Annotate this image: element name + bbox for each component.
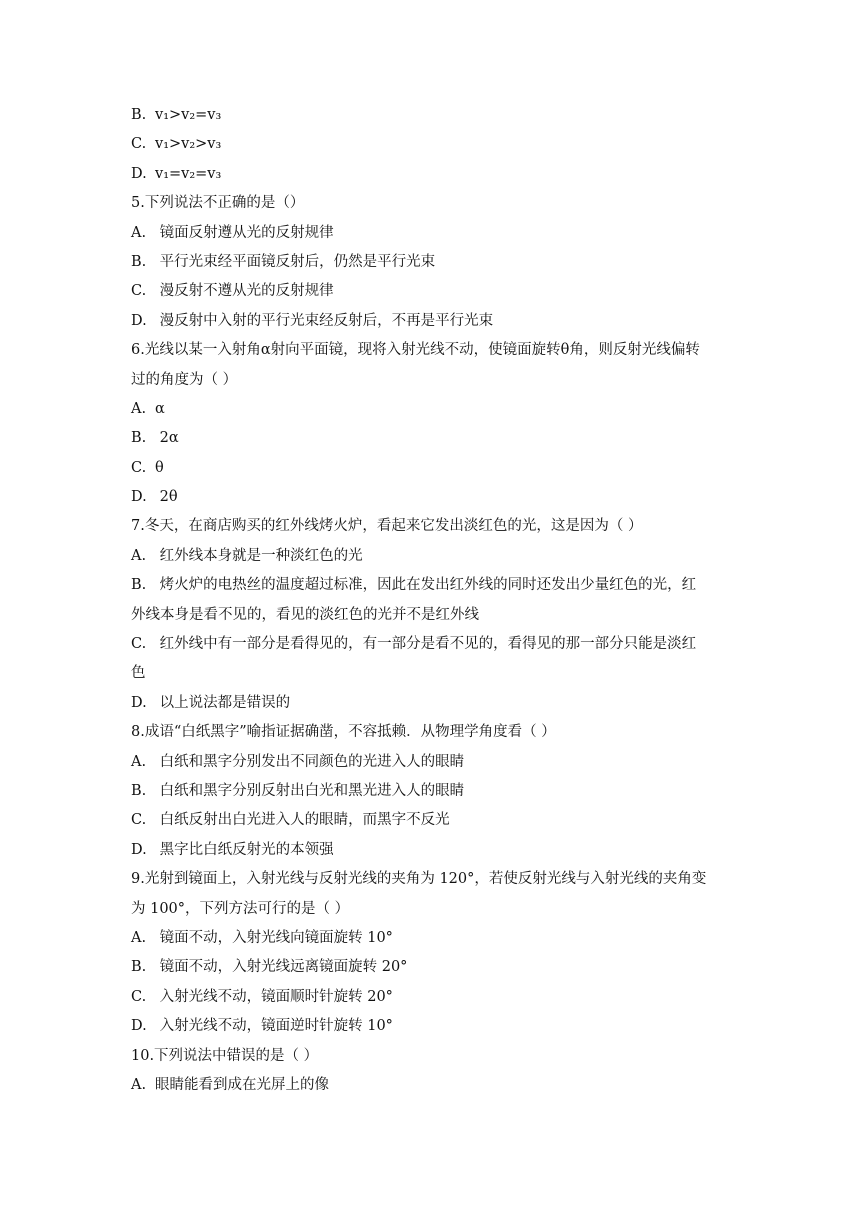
q10-option-a <box>131 1071 731 1100</box>
option-text: 漫反射中入射的平行光束经反射后，不再是平行光束 <box>159 312 494 329</box>
q9-option-d <box>131 1012 731 1041</box>
q5-option-c <box>131 277 731 306</box>
option-text: 2θ <box>159 489 178 506</box>
q9-stem-line2: 为 100°，下列方法可行的是（ ） <box>131 900 350 917</box>
q4-option-b <box>131 101 731 130</box>
q6-option-a <box>131 395 731 424</box>
q8-option-c <box>131 806 731 835</box>
q6-option-b <box>131 424 731 453</box>
q5-option-d <box>131 307 731 336</box>
q7-option-c-line1 <box>131 630 731 659</box>
option-letter: B. <box>131 577 147 594</box>
q8-option-d <box>131 836 731 865</box>
option-text: 镜面不动，入射光线向镜面旋转 10° <box>159 929 393 946</box>
q9-option-c <box>131 983 731 1012</box>
q6-option-d <box>131 483 731 512</box>
q7-option-d <box>131 689 731 718</box>
q6-stem-line2: 过的角度为（ ） <box>131 371 238 388</box>
option-letter: D. <box>131 841 147 858</box>
option-letter: A. <box>131 547 147 564</box>
option-letter: B. <box>131 430 147 447</box>
option-text: 以上说法都是错误的 <box>159 694 291 711</box>
option-text: 入射光线不动，镜面逆时针旋转 10° <box>159 1018 393 1035</box>
q5-option-a <box>131 219 731 248</box>
option-text: 镜面反射遵从光的反射规律 <box>159 224 334 241</box>
option-letter: C. <box>131 283 147 300</box>
option-letter: B. <box>131 253 147 270</box>
q8-option-b <box>131 777 731 806</box>
option-text: 红外线中有一部分是看得见的，有一部分是看不见的，看得见的那一部分只能是淡红 <box>159 636 697 653</box>
option-text: 镜面不动，入射光线远离镜面旋转 20° <box>159 959 408 976</box>
q8-option-a <box>131 748 731 777</box>
option-text: 平行光束经平面镜反射后，仍然是平行光束 <box>159 253 436 270</box>
option-letter: C. <box>131 988 147 1005</box>
option-text: 入射光线不动，镜面顺时针旋转 20° <box>159 988 393 1005</box>
option-letter: D. <box>131 694 147 711</box>
q7-option-c-line2: 色 <box>131 665 146 682</box>
option-text: 烤火炉的电热丝的温度超过标准，因此在发出红外线的同时还发出少量红色的光，红 <box>159 577 697 594</box>
option-text: 白纸和黑字分别发出不同颜色的光进入人的眼睛 <box>159 753 465 770</box>
option-letter: D. <box>131 312 147 329</box>
option-letter: B. <box>131 107 147 123</box>
option-letter: D. <box>131 1018 147 1035</box>
option-text: 眼睛能看到成在光屏上的像 <box>155 1076 329 1093</box>
option-text: 2α <box>159 430 179 447</box>
q9-stem-line1: 9.光射到镜面上，入射光线与反射光线的夹角为 120°，若使反射光线与入射光线的夹角变 <box>131 871 707 888</box>
option-letter: B. <box>131 959 147 976</box>
option-text: α <box>155 400 165 417</box>
option-letter: A. <box>131 1076 147 1093</box>
q7-option-b-line2: 外线本身是看不见的，看见的淡红色的光并不是红外线 <box>131 606 479 623</box>
q9-option-b <box>131 953 731 982</box>
option-letter: D. <box>131 165 147 182</box>
q9-option-a <box>131 924 731 953</box>
option-letter: C. <box>131 636 147 653</box>
option-text: v₁=v₂=v₃ <box>155 165 222 182</box>
option-text: 红外线本身就是一种淡红色的光 <box>159 547 363 564</box>
option-text: v₁>v₂>v₃ <box>155 136 222 153</box>
option-letter: A. <box>131 224 147 241</box>
option-letter: C. <box>131 812 147 829</box>
q6-stem-line1: 6.光线以某一入射角α射向平面镜，现将入射光线不动，使镜面旋转θ角，则反射光线偏转 <box>131 342 700 359</box>
q10-stem: 10.下列说法中错误的是（ ） <box>131 1047 319 1064</box>
option-letter: A. <box>131 400 147 417</box>
q4-option-d <box>131 160 731 189</box>
q8-stem: 8.成语“白纸黑字”喻指证据确凿，不容抵赖．从物理学角度看（ ） <box>131 724 556 741</box>
q7-option-a <box>131 542 731 571</box>
option-letter: C. <box>131 459 147 476</box>
option-letter: A. <box>131 753 147 770</box>
option-text: 漫反射不遵从光的反射规律 <box>159 283 334 300</box>
q7-option-b-line1 <box>131 571 731 600</box>
option-text: 黑字比白纸反射光的本领强 <box>159 841 334 858</box>
option-text: θ <box>155 459 164 476</box>
q5-stem: 5.下列说法不正确的是（） <box>131 195 305 212</box>
q7-stem: 7.冬天，在商店购买的红外线烤火炉，看起来它发出淡红色的光，这是因为（ ） <box>131 518 643 535</box>
q5-option-b <box>131 248 731 277</box>
option-letter: A. <box>131 929 147 946</box>
option-text: 白纸和黑字分别反射出白光和黑光进入人的眼睛 <box>159 782 465 799</box>
option-text: v₁>v₂=v₃ <box>155 107 222 123</box>
option-text: 白纸反射出白光进入人的眼睛，而黑字不反光 <box>159 812 450 829</box>
option-letter: B. <box>131 782 147 799</box>
question-content <box>131 101 731 1100</box>
q6-option-c <box>131 454 731 483</box>
q4-option-c <box>131 130 731 159</box>
option-letter: C. <box>131 136 147 153</box>
option-letter: D. <box>131 489 147 506</box>
